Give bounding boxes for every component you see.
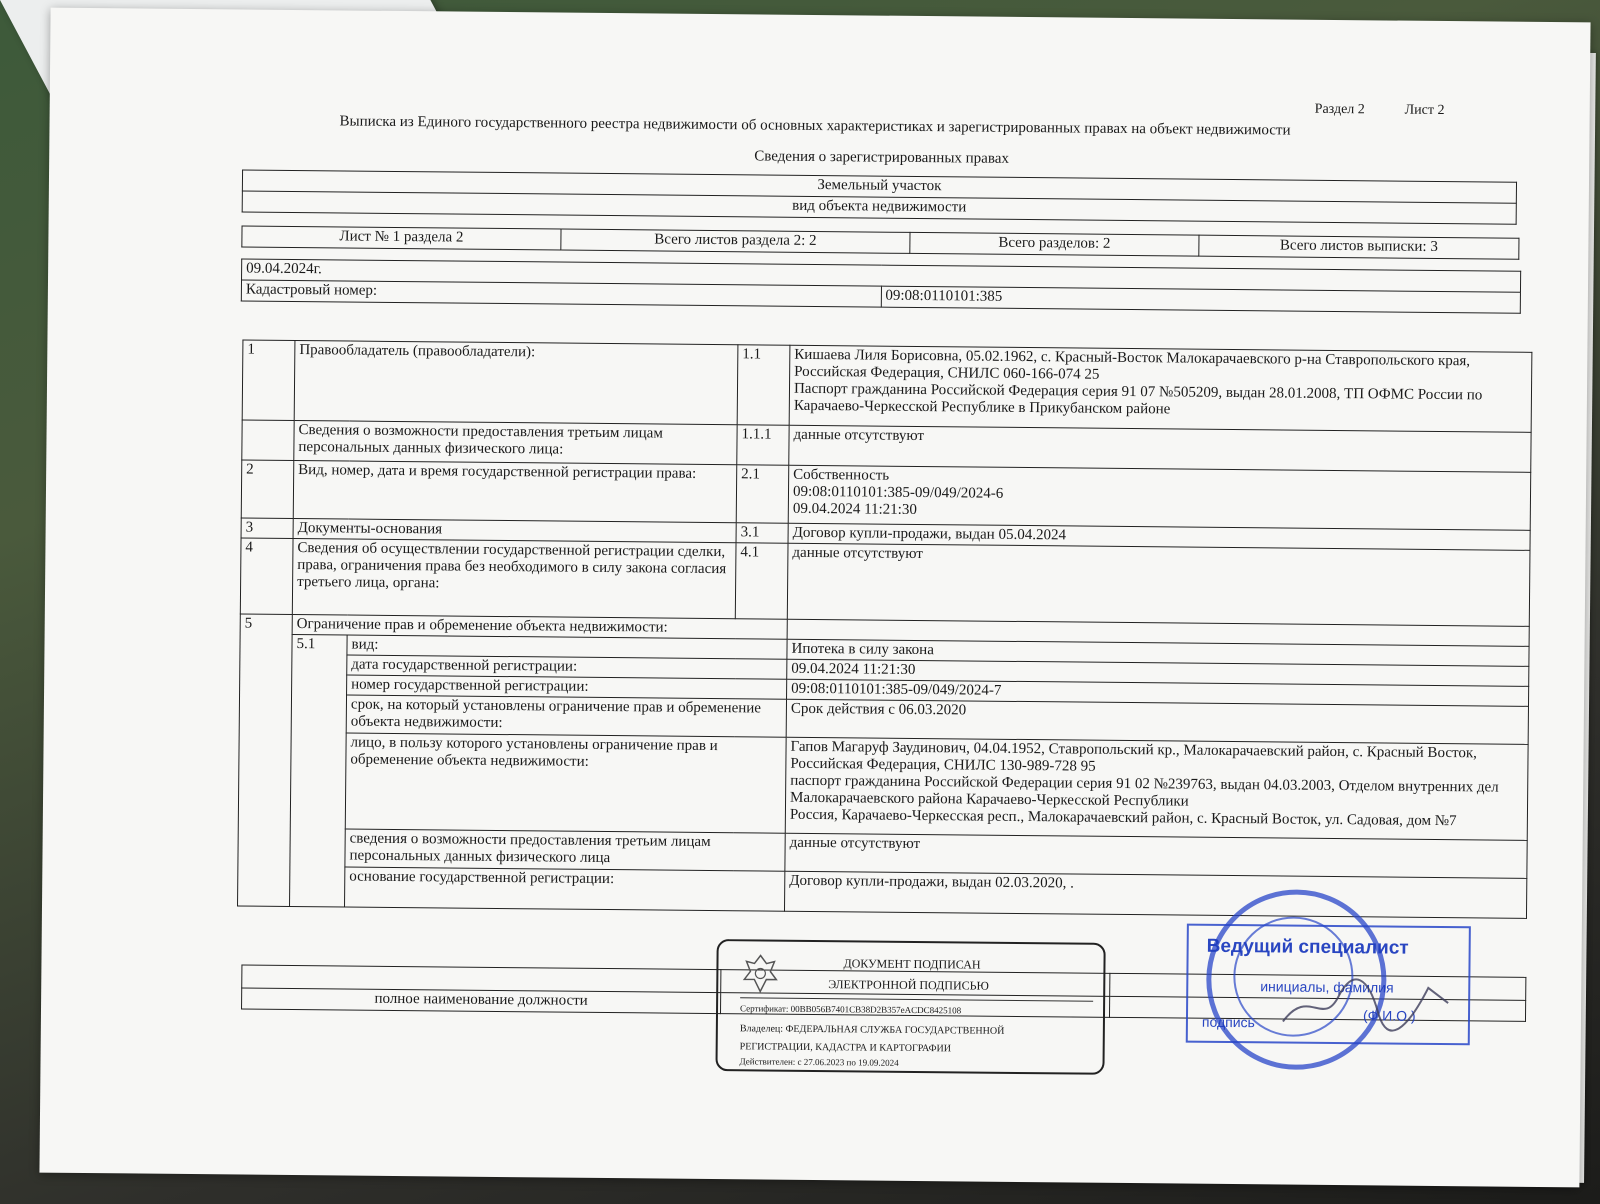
specialist-initials: инициалы, фамилия (1260, 978, 1394, 996)
row-value: Договор купли-продажи, выдан 02.03.2020, . (785, 871, 1527, 918)
row-label: Документы-основания (293, 518, 736, 542)
object-type-box (242, 169, 1517, 224)
row-label: сведения о возможности предоставления третьим лицам персональных данных физического лица (345, 829, 785, 871)
right-type: Собственность (793, 466, 890, 484)
row-number: 4 (240, 538, 293, 614)
object-type: Земельный участок (242, 170, 1516, 203)
row-number: 5 (238, 614, 293, 906)
document-subtitle: Сведения о зарегистрированных правах (754, 148, 1009, 167)
table-row (242, 340, 1532, 432)
total-sections: Всего разделов: 2 (910, 232, 1199, 256)
row-subnumber: 4.1 (735, 543, 788, 619)
row-label: Сведения об осуществлении государственной регистрации сделки, права, ограничения права без необходимого в силу закона согласия третьего лица, органа: (292, 538, 736, 618)
row-subnumber: 5.1 (290, 634, 348, 907)
rights-table (237, 339, 1532, 918)
row-value: 09.04.2024 11:21:30 (787, 659, 1529, 686)
row-label: лицо, в пользу которого установлены ограничение прав и обременение объекта недвижимости: (345, 733, 786, 833)
sheet-number: Лист 2 (1404, 102, 1445, 119)
sheet-no: Лист № 1 раздела 2 (242, 226, 561, 250)
electronic-signature-box (715, 939, 1105, 1075)
registration-datetime: 09.04.2024 11:21:30 (792, 500, 917, 518)
row-label: Сведения о возможности предоставления третьим лицам персональных данных физического лица: (294, 420, 737, 464)
row-subnumber: 2.1 (736, 465, 789, 523)
row-label: Вид, номер, дата и время государственной регистрации права: (293, 460, 737, 522)
registration-number: 09:08:0110101:385-09/049/2024-6 (792, 483, 1004, 502)
handwritten-signature (1278, 966, 1459, 1038)
certificate-owner-1: Владелец: ФЕДЕРАЛЬНАЯ СЛУЖБА ГОСУДАРСТВЕННОЙ (739, 1023, 1005, 1037)
row-number: 2 (241, 460, 294, 518)
emblem-icon (740, 951, 780, 995)
row-label: дата государственной регистрации: (347, 655, 787, 679)
specialist-title: Ведущий специалист (1206, 935, 1409, 959)
row-number: 1 (242, 340, 295, 420)
row-value (785, 737, 1528, 840)
row-label: срок, на который установлены ограничение прав и обременение объекта недвижимости: (346, 695, 786, 737)
row-value: данные отсутствуют (789, 425, 1531, 472)
row-subnumber: 1.1 (737, 345, 790, 425)
owner-passport: Паспорт гражданина Российской Федерация серия 91 07 №505209, выдан 28.01.2008, ТП ОФМС России по Карачаево-Черкесской Республике в Прикубанском районе (793, 380, 1483, 418)
row-number: 3 (241, 518, 293, 538)
owner-info: Кишаева Лиля Борисовна, 05.02.1962, с. Красный-Восток Малокарачаевского р-на Ставропольского края, Российская Федерация, СНИЛС 060-166-074 25 (794, 346, 1471, 383)
position-caption: полное наименование должности (242, 988, 721, 1014)
row-number (242, 420, 294, 460)
mortgagee-passport: паспорт гражданина Российской Федерации серия 91 02 №239763, выдан 04.03.2003, Отделом внутренних дел Малокарачаевского района Карачаево-Черкесской Республики (790, 772, 1499, 810)
row-label: основание государственной регистрации: (345, 867, 785, 911)
row-value: 09:08:0110101:385-09/049/2024-7 (787, 679, 1529, 706)
cadastral-number: 09:08:0110101:385 (881, 286, 1521, 313)
row-value: Срок действия с 06.03.2020 (786, 699, 1528, 744)
row-label: номер государственной регистрации: (347, 675, 787, 699)
row-value: данные отсутствуют (785, 833, 1527, 878)
table-row (238, 732, 1528, 840)
row-subnumber: 3.1 (736, 523, 788, 543)
total-sheets-section: Всего листов раздела 2: 2 (561, 229, 910, 253)
row-value: Ипотека в силу закона (787, 639, 1529, 666)
row-value: Договор купли-продажи, выдан 05.04.2024 (788, 523, 1530, 550)
row-value: данные отсутствуют (787, 543, 1530, 626)
row-label: вид: (347, 635, 787, 659)
mortgagee-address: Россия, Карачаево-Черкесская респ., Малокарачаевский район, с. Красный Восток, ул. Садовая, дом №7 (789, 806, 1457, 830)
mortgagee-info: Гапов Магаруф Заудинович, 04.04.1952, Ставропольский кр., Малокарачаевский район, с. Красный Восток, Российская Федерация, СНИЛС 130-989-728 95 (790, 738, 1477, 775)
specialist-signature-label: подпись (1201, 1013, 1255, 1031)
document-page (39, 8, 1590, 1188)
total-sheets-extract: Всего листов выписки: 3 (1199, 235, 1519, 259)
specialist-mark: (Ф.И.О.) (1362, 1007, 1416, 1024)
row-subnumber: 1.1.1 (737, 425, 789, 465)
extract-date: 09.04.2024г. (242, 259, 1521, 292)
row-value (788, 465, 1531, 530)
sheet-info-row (241, 225, 1519, 259)
row-value (789, 345, 1532, 432)
certificate-number: Сертификат: 00BB056B7401CB38D2B357eACDC8425108 (740, 1003, 962, 1016)
row-label: Правообладатель (правообладатели): (294, 340, 738, 424)
cadastral-label: Кадастровый номер: (241, 280, 881, 307)
table-row (240, 538, 1530, 626)
row-label: Ограничение прав и обременение объекта недвижимости: (292, 614, 787, 639)
section-number: Раздел 2 (1314, 101, 1365, 118)
date-cadastral-box (241, 258, 1521, 313)
document-title: Выписка из Единого государственного реестра недвижимости об основных характеристиках и зарегистрированных правах на объект недвижимости (339, 113, 1291, 139)
specialist-stamp (1186, 924, 1471, 1046)
certificate-validity: Действителен: с 27.06.2023 по 19.09.2024 (739, 1056, 899, 1068)
signed-caption-2: ЭЛЕКТРОННОЙ ПОДПИСЬЮ (828, 977, 989, 993)
signed-caption-1: ДОКУМЕНТ ПОДПИСАН (843, 956, 981, 972)
object-type-caption: вид объекта недвижимости (242, 191, 1516, 224)
certificate-owner-2: РЕГИСТРАЦИИ, КАДАСТРА И КАРТОГРАФИИ (739, 1041, 952, 1055)
